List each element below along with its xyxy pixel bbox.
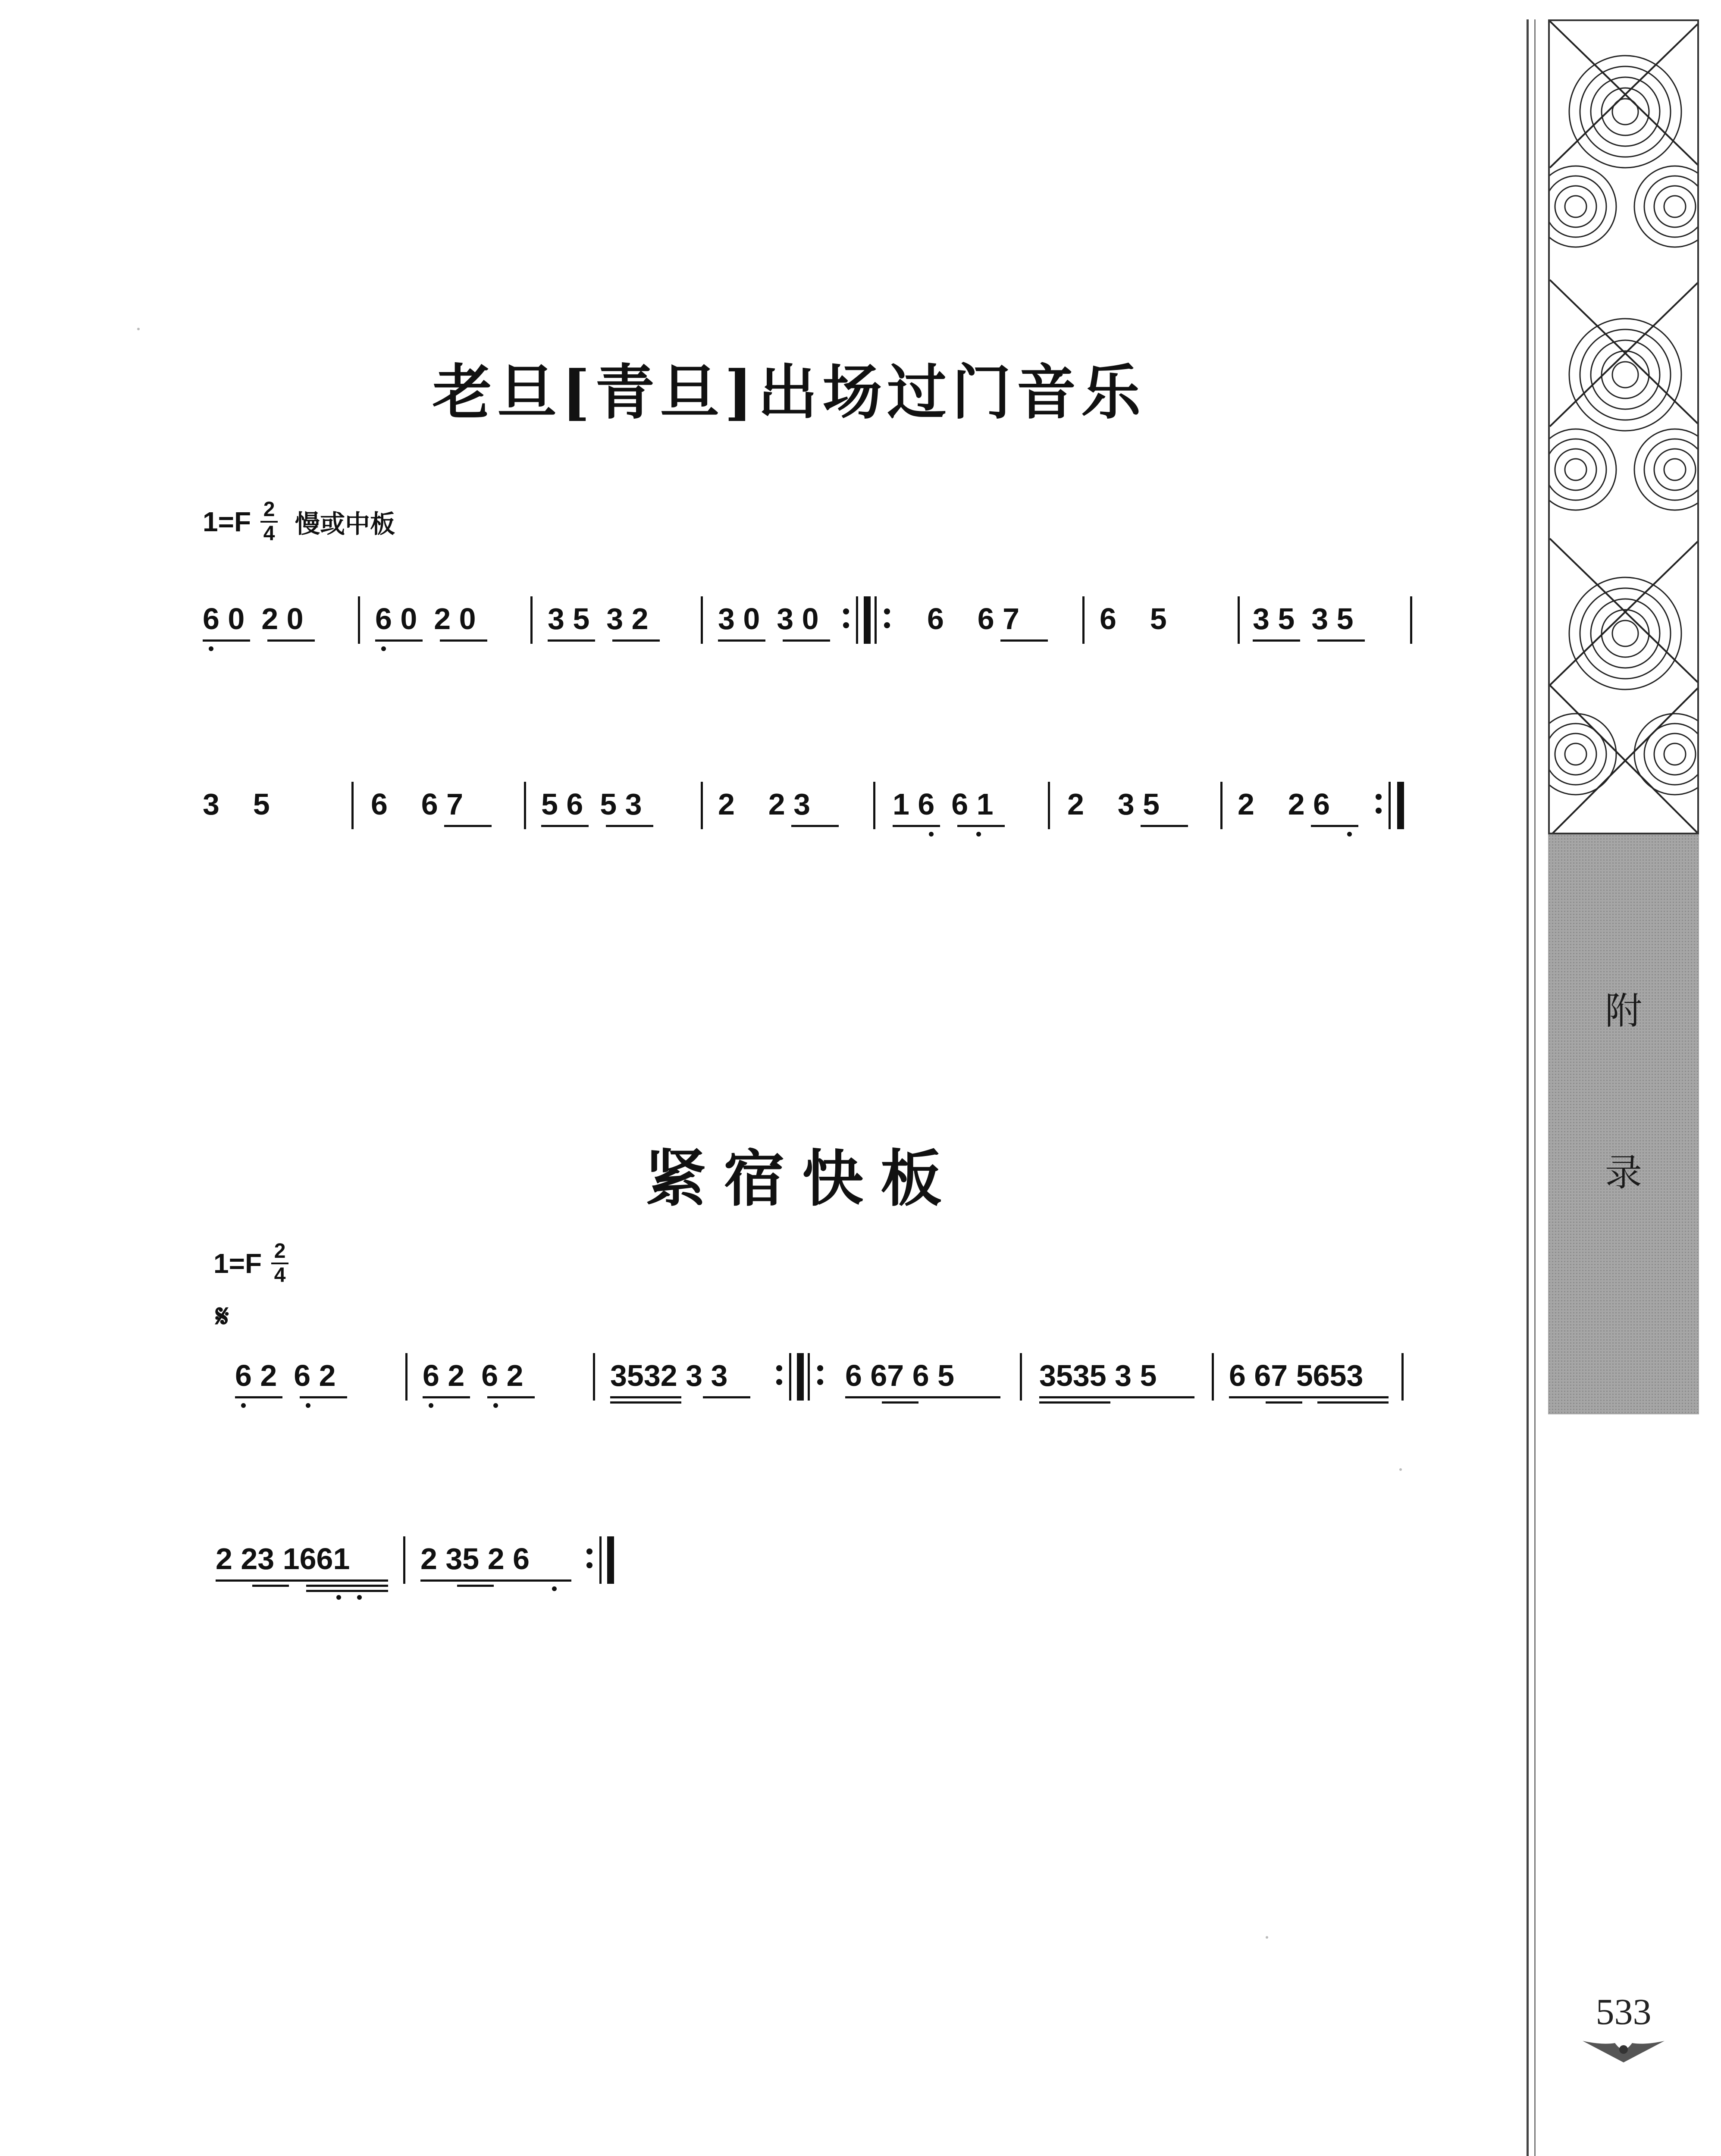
time-bottom: 4 bbox=[263, 522, 275, 545]
piece1-key: 1=F bbox=[203, 506, 251, 537]
measure: 6 2 6 2 bbox=[423, 1359, 524, 1392]
piece1-tempo: 慢或中板 bbox=[295, 509, 395, 539]
measure: 6 0 2 0 bbox=[203, 602, 304, 636]
time-top: 2 bbox=[263, 498, 275, 521]
measure: 6 67 5653 bbox=[1229, 1359, 1364, 1392]
measure: 2 23 1661 bbox=[216, 1542, 350, 1576]
ornament-icon bbox=[1580, 2039, 1667, 2065]
piece1-key-signature bbox=[203, 489, 395, 554]
measure: 2 2 6 bbox=[1238, 787, 1330, 821]
piece1-time-signature bbox=[260, 498, 278, 545]
measure: 2 2 3 bbox=[718, 787, 811, 821]
appendix-char-1: 附 bbox=[1605, 990, 1642, 1033]
measure: 3532 3 3 bbox=[610, 1359, 728, 1392]
measure: 3 0 3 0 bbox=[718, 602, 819, 636]
page-number: 533 bbox=[1596, 1991, 1652, 2032]
appendix-char-2: 录 bbox=[1605, 1151, 1642, 1194]
measure: 6 2 6 2 bbox=[235, 1359, 336, 1392]
segno-icon: 𝄋 bbox=[216, 1298, 229, 1334]
measure: 3 5 bbox=[203, 787, 270, 821]
piece2-title: 紧宿快板 bbox=[645, 1143, 959, 1215]
measure: 6 67 6 5 bbox=[845, 1359, 954, 1392]
piece2-key-signature bbox=[213, 1231, 288, 1296]
margin-rule bbox=[1527, 19, 1529, 2156]
measure: 6 6 7 bbox=[927, 602, 1020, 636]
print-speck bbox=[1266, 1936, 1268, 1939]
measure: 3 5 3 5 bbox=[1253, 602, 1354, 636]
piece2-key: 1=F bbox=[213, 1248, 262, 1279]
measure: 2 3 5 bbox=[1067, 787, 1160, 821]
appendix-tab bbox=[1548, 834, 1699, 1414]
margin-rule-thin bbox=[1534, 19, 1536, 2156]
wave-pattern-panel bbox=[1548, 19, 1699, 834]
print-speck bbox=[137, 328, 140, 330]
measure: 3 5 3 2 bbox=[548, 602, 649, 636]
measure: 2 35 2 6 bbox=[420, 1542, 530, 1576]
measure: 3535 3 5 bbox=[1039, 1359, 1157, 1392]
time-top: 2 bbox=[274, 1240, 286, 1263]
print-speck bbox=[1399, 1468, 1402, 1471]
measure: 1 6 6 1 bbox=[893, 787, 994, 821]
piece1-title: 老旦[青旦]出场过门音乐 bbox=[432, 357, 1146, 427]
piece2-time-signature bbox=[271, 1240, 288, 1287]
measure: 6 5 bbox=[1100, 602, 1167, 636]
measure: 6 6 7 bbox=[371, 787, 464, 821]
measure: 5 6 5 3 bbox=[541, 787, 642, 821]
time-bottom: 4 bbox=[274, 1264, 286, 1287]
measure: 6 0 2 0 bbox=[375, 602, 476, 636]
wave-pattern-icon bbox=[1550, 21, 1699, 834]
